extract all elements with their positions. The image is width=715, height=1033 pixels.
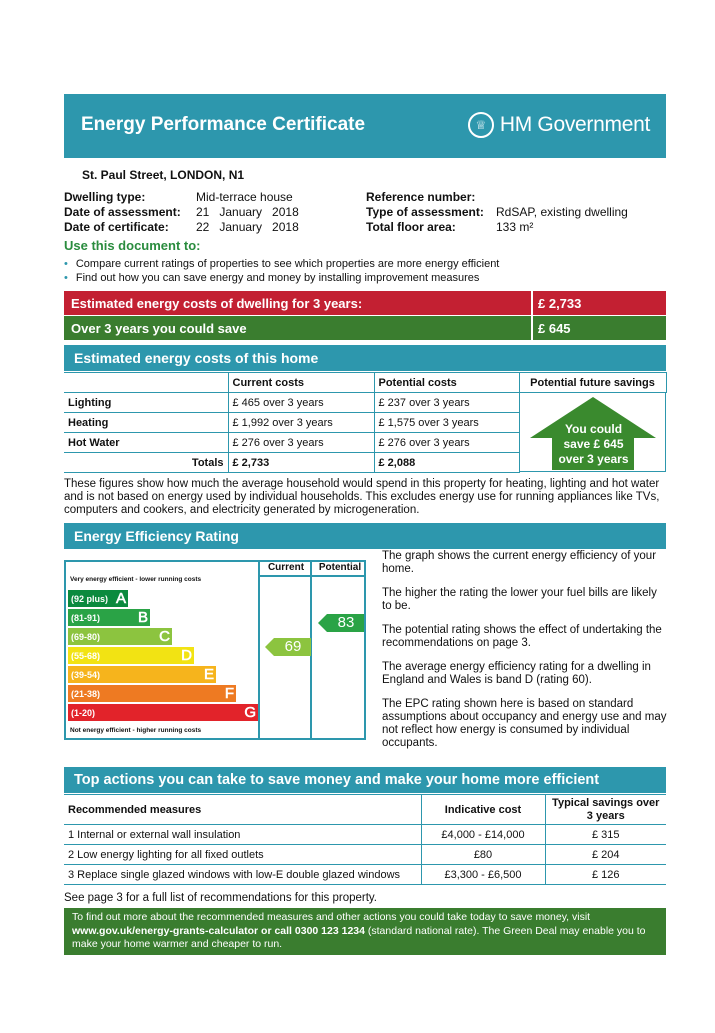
rating-band-b: [68, 609, 150, 626]
explanation-paragraph: The average energy efficiency rating for a dwelling in England and Wales is band D (rating 60).: [382, 661, 651, 686]
details-right: [366, 190, 628, 235]
rating-band-g: [68, 704, 258, 721]
band-range: (39-54): [71, 669, 101, 680]
rating-band-e: [68, 666, 216, 683]
header-current: Current costs: [228, 373, 374, 393]
costs-section-title: Estimated energy costs of this home: [64, 345, 666, 371]
savings-arrow-box: [519, 392, 666, 472]
more-info-box: [64, 908, 666, 955]
savings-value: £ 645: [538, 320, 571, 336]
band-range: (92 plus): [71, 593, 109, 604]
table-header-row: [64, 795, 666, 825]
brand-name: HM Government: [499, 113, 650, 136]
band-letter: C: [159, 628, 170, 645]
use-document-bullets: [64, 257, 499, 285]
band-letter: B: [137, 609, 148, 626]
explanation-paragraph: The graph shows the current energy efficiency of your home.: [382, 550, 657, 575]
estimated-cost-label: Estimated energy costs of dwelling for 3 years:: [64, 291, 533, 315]
table-row: 1 Internal or external wall insulation £4,000 - £14,000 £ 315: [64, 825, 666, 845]
property-address: St. Paul Street, LONDON, N1: [82, 168, 245, 182]
table-row: Heating £ 1,992 over 3 years £ 1,575 over 3 years: [64, 413, 666, 433]
header-future-savings: Potential future savings: [519, 373, 666, 393]
future-savings-text: You could save £ 645 over 3 years: [558, 422, 629, 466]
use-document-heading: Use this document to:: [64, 238, 201, 253]
current-rating-arrow: [265, 638, 311, 661]
rating-band-c: [68, 628, 172, 645]
header-measures: Recommended measures: [64, 795, 421, 825]
header-potential: Potential costs: [374, 373, 519, 393]
potential-header: Potential: [318, 562, 362, 573]
more-info-text-end: (standard national rate). The Green Deal may enable you to make your home warmer and cheaper to run.: [72, 924, 646, 950]
header-cell: [64, 373, 228, 393]
estimated-cost-bar: [64, 291, 666, 315]
band-letter: E: [203, 666, 214, 683]
hm-government-logo: [468, 112, 650, 138]
rating-band-f: [68, 685, 236, 702]
costs-note: These figures show how much the average household would spend in this property for heating, lighting and hot water and is not based on energy used by individual households. This excludes energy use for running appliances like TVs, computers and cookers, and electricity generated by microgeneration.: [64, 478, 660, 516]
band-range: (69-80): [71, 631, 101, 642]
dwelling-type-label: Dwelling type:: [64, 190, 146, 204]
table-row: Hot Water £ 276 over 3 years £ 276 over 3 years: [64, 433, 666, 453]
header-cost: Indicative cost: [421, 795, 545, 825]
certificate-header: [64, 94, 666, 158]
bullet-icon: •: [64, 258, 68, 270]
band-range: (21-38): [71, 688, 101, 699]
explanation-paragraph: The higher the rating the lower your fuel bills are likely to be.: [382, 587, 657, 612]
band-range: (55-68): [71, 650, 101, 661]
band-range: (81-91): [71, 612, 101, 623]
rating-band-d: [68, 647, 194, 664]
table-row: Lighting £ 465 over 3 years £ 237 over 3 years: [64, 393, 666, 413]
assessment-type-label: Type of assessment:: [366, 205, 484, 219]
savings-label: Over 3 years you could save: [64, 316, 533, 340]
potential-rating-arrow: [318, 614, 364, 637]
certificate-title: Energy Performance Certificate: [81, 114, 366, 135]
assessment-type-value: RdSAP, existing dwelling: [496, 205, 628, 219]
potential-rating-value: 83: [337, 614, 355, 631]
dwelling-type-value: Mid-terrace house: [196, 190, 293, 204]
actions-section-title: Top actions you can take to save money and make your home more efficient: [64, 767, 666, 793]
band-range: (1-20): [71, 707, 96, 718]
current-header: Current: [267, 562, 305, 573]
efficiency-explanations: [382, 550, 667, 750]
reference-label: Reference number:: [366, 190, 476, 204]
scale-bottom-label: Not energy efficient - higher running costs: [70, 727, 202, 734]
efficiency-section-title: Energy Efficiency Rating: [64, 523, 666, 549]
royal-crest-icon: ♕: [468, 112, 494, 138]
recommendations-footnote: See page 3 for a full list of recommendations for this property.: [64, 892, 377, 904]
explanation-paragraph: The potential rating shows the effect of undertaking the recommendations on page 3.: [382, 624, 662, 649]
bullet-icon: •: [64, 272, 68, 284]
band-letter: D: [181, 647, 192, 664]
assessment-date-label: Date of assessment:: [64, 205, 181, 219]
floor-area-value: 133 m²: [496, 220, 534, 234]
table-row: 2 Low energy lighting for all fixed outlets £80 £ 204: [64, 845, 666, 865]
bullet-item: • Find out how you can save energy and money by installing improvement measures: [64, 272, 480, 284]
estimated-cost-value: £ 2,733: [538, 295, 582, 311]
recommendations-table: [64, 794, 666, 885]
table-header-row: [64, 373, 666, 393]
savings-bar: [64, 316, 666, 340]
scale-top-label: Very energy efficient - lower running costs: [70, 576, 202, 583]
header-savings: Typical savings over 3 years: [545, 795, 666, 825]
explanation-paragraph: The EPC rating shown here is based on standard assumptions about occupancy and energy use and may not reflect how energy is consumed by individual occupants.: [382, 698, 667, 749]
table-row: 3 Replace single glazed windows with low-E double glazed windows £3,300 - £6,500 £ 126: [64, 865, 666, 885]
grants-calculator-link[interactable]: www.gov.uk/energy-grants-calculator or call 0300 123 1234: [72, 924, 365, 937]
floor-area-label: Total floor area:: [366, 220, 456, 234]
certificate-date-label: Date of certificate:: [64, 220, 169, 234]
bullet-item: • Compare current ratings of properties to see which properties are more energy efficient: [64, 258, 500, 270]
details-left: [64, 190, 299, 235]
band-letter: F: [224, 685, 234, 702]
current-rating-value: 69: [284, 638, 302, 655]
assessment-date-value: 21 January 2018: [196, 205, 299, 219]
band-letter: A: [115, 590, 126, 607]
more-info-text: To find out more about the recommended measures and other actions you could take today to save money, visit: [72, 911, 591, 923]
certificate-date-value: 22 January 2018: [196, 220, 299, 234]
rating-band-a: [68, 590, 128, 607]
band-letter: G: [244, 704, 256, 721]
table-totals-row: Totals £ 2,733 £ 2,088: [64, 453, 666, 473]
